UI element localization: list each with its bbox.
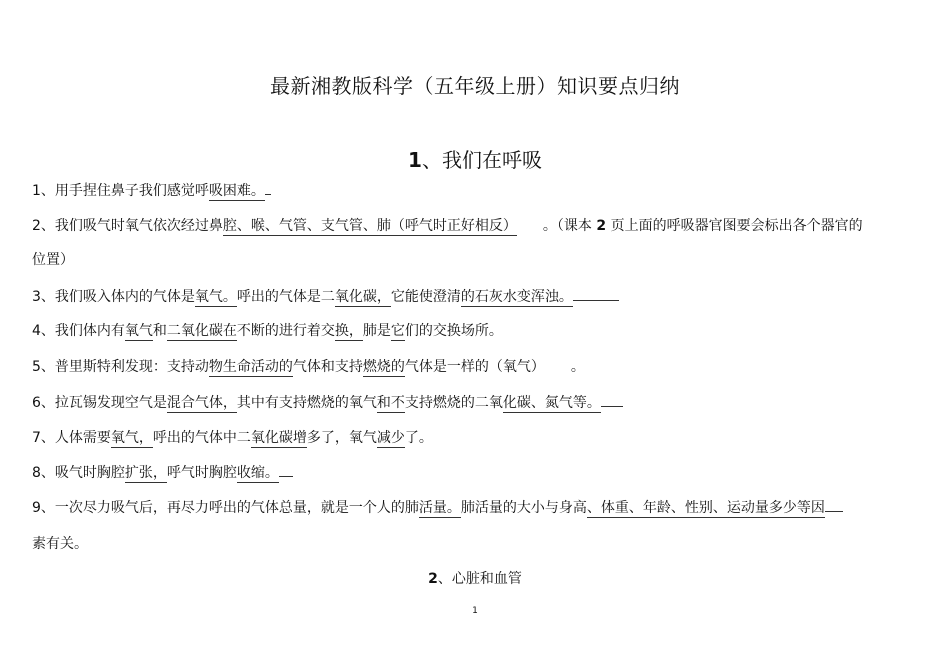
section-number: 1: [408, 148, 422, 172]
underlined-answer: 氧气: [124, 323, 153, 339]
underlined-answer: 扩张，: [124, 465, 167, 481]
text: 们的交换场所。: [404, 323, 503, 339]
underlined-answer: 氧化碳，: [334, 289, 391, 305]
underlined-answer: 腔、喉、气管、支气管、肺（呼气时正好相反）: [222, 218, 517, 234]
text: 呼出的气体是二: [236, 289, 335, 305]
text: 7、人体需要: [32, 430, 111, 446]
text: 肺活量的大小与身高: [460, 500, 587, 516]
text: 4、我们体内有: [32, 323, 125, 339]
underlined-answer: 、体重、年龄、性别、运动量多少等因: [586, 500, 825, 516]
text: 位置）: [32, 252, 74, 268]
text: 支持燃烧的二氧: [404, 395, 503, 411]
underlined-answer: 化碳、氮气等。: [502, 395, 601, 411]
text: 其中有支持燃烧的氧气: [236, 395, 377, 411]
point-8: [32, 463, 912, 483]
text: 。（课本: [542, 218, 597, 234]
underlined-answer: 燃烧的: [362, 359, 405, 375]
section-separator: 、: [437, 571, 452, 587]
point-5: [32, 357, 912, 377]
underlined-answer: 活量。: [418, 500, 461, 516]
point-2-continued: [32, 250, 912, 270]
section-separator: 、: [421, 148, 442, 172]
text: 5、普里斯特利发现：支持动: [32, 359, 209, 375]
text: 8、吸气时胸腔: [32, 465, 125, 481]
text: 2、我们吸气时氧气依次经过鼻: [32, 218, 223, 234]
underlined-answer: 混合气体，: [166, 395, 237, 411]
underlined-answer: 吸困难。: [208, 183, 265, 199]
section-number: 2: [428, 571, 438, 587]
point-7: [32, 428, 912, 448]
document-title: 最新湘教版科学（五年级上册）知识要点归纳: [270, 74, 680, 98]
point-2: [32, 216, 912, 236]
text: 不断的进行着交: [236, 323, 335, 339]
section-heading-text: 我们在呼吸: [441, 148, 542, 172]
text: 。: [570, 359, 585, 375]
underlined-answer: 换，: [334, 323, 363, 339]
blank: [825, 510, 843, 512]
underlined-answer: 氧气，: [110, 430, 153, 446]
blank: [573, 299, 619, 301]
text: 9、一次尽力吸气后，再尽力呼出的气体总量，就是一个人的肺: [32, 500, 419, 516]
text: 呼气时胸腔: [166, 465, 237, 481]
point-9: [32, 498, 912, 518]
point-1: [32, 181, 912, 201]
point-3: [32, 287, 912, 307]
underlined-answer: 和不: [376, 395, 405, 411]
text: 和: [152, 323, 167, 339]
text: 素有关。: [32, 536, 88, 552]
text: 页上面的呼吸器官图要会标出各个器官的: [606, 218, 863, 234]
blank: [601, 405, 623, 407]
section-heading-text: 心脏和血管: [451, 571, 522, 587]
blank: [279, 475, 293, 477]
text: 呼出的气体中二: [152, 430, 251, 446]
point-9-continued: [32, 534, 912, 554]
blank: [265, 193, 271, 195]
underlined-answer: 减少: [376, 430, 405, 446]
text: 3、我们吸入体内的气体是: [32, 289, 195, 305]
text: 气体和支持: [292, 359, 363, 375]
point-4: [32, 321, 912, 341]
underlined-answer: 氧化碳增: [250, 430, 307, 446]
underlined-answer: 氧气。: [194, 289, 237, 305]
underlined-answer: 物生命活动的: [208, 359, 293, 375]
text: 6、拉瓦锡发现空气是: [32, 395, 167, 411]
point-6: [32, 393, 912, 413]
underlined-answer: 它: [390, 323, 405, 339]
text: 它能使澄清: [390, 289, 461, 305]
section-heading-1: [0, 144, 950, 173]
page-number: 1: [472, 606, 478, 616]
text: 了。: [404, 430, 433, 446]
underlined-answer: 的石灰水变浑浊。: [460, 289, 573, 305]
text: 多了，氧气: [306, 430, 377, 446]
underlined-answer: 二氧化碳在: [166, 323, 237, 339]
text: 肺是: [362, 323, 391, 339]
text: 1、用手捏住鼻子我们感觉呼: [32, 183, 209, 199]
underlined-answer: 收缩。: [236, 465, 279, 481]
section-heading-2: [0, 568, 950, 588]
page-ref: 2: [596, 218, 607, 234]
text: 气体是一样的（氧气）: [404, 359, 545, 375]
